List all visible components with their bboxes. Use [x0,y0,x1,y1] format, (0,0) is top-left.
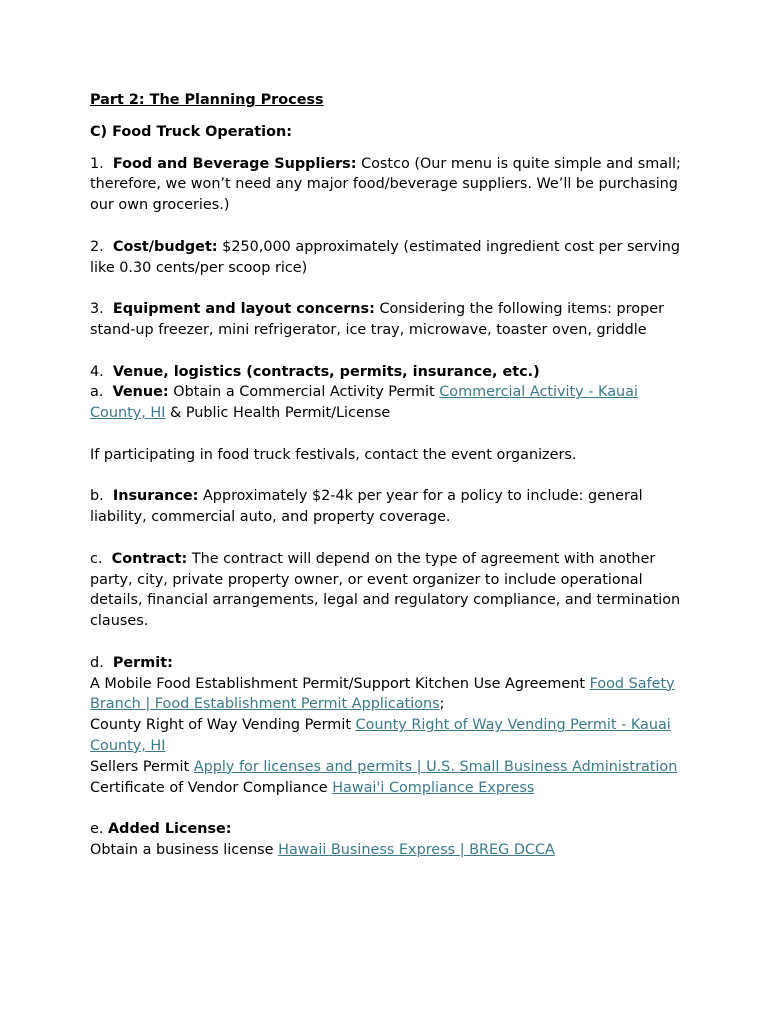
budget-text: $250,000 approximately (estimated ingredient cost per serving like 0.30 cents/per scoop rice) [90,238,681,276]
contract-paragraph: c. Contract: The contract will depend on the type of agreement with another party, city, private property owner, or event organizer to include operational details, financial arrangements, legal and regulatory compliance, and termination clauses. [90,550,681,630]
business-license: Obtain a business license Hawaii Business Express | BREG DCCA [90,841,555,858]
document-body [90,90,690,861]
budget-heading: Cost/budget: [112,238,218,255]
item-suppliers: 1. Food and Beverage Suppliers: Costco (Our menu is quite simple and small; therefore, we won’t need any major food/beverage suppliers. We’ll be purchasing our own groceries.) [90,155,681,214]
insurance-heading: Insurance: [112,488,199,505]
page-title: Part 2: The Planning Process [90,92,324,108]
suppliers-heading: Food and Beverage Suppliers: [112,155,357,172]
commercial-activity-link[interactable]: Commercial Activity - Kauai County, HI [90,384,638,422]
food-safety-branch-link[interactable]: Food Safety Branch | Food Establishment Permit Applications [90,675,675,713]
suppliers-text: Costco (Our menu is quite simple and small; therefore, we won’t need any major food/beverage suppliers. We’ll be purchasing our own groceries.) [90,155,681,214]
county-vending-link[interactable]: County Right of Way Vending Permit - Kauai County, HI [90,717,671,754]
item-venue-logistics: 4. Venue, logistics (contracts, permits, insurance, etc.) [90,363,540,380]
festivals-paragraph: If participating in food truck festivals, contact the event organizers. [90,446,577,463]
sellers-permit: Sellers Permit Apply for licenses and permits | U.S. Small Business Administration [90,758,678,775]
county-vending-permit: County Right of Way Vending Permit County Right of Way Vending Permit - Kauai County, HI [90,717,671,754]
hawaii-compliance-link[interactable]: Hawai'i Compliance Express [332,779,535,796]
license-heading-line: e. Added License: [90,821,232,838]
permit-heading: Permit: [112,654,173,671]
mobile-food-permit: A Mobile Food Establishment Permit/Support Kitchen Use Agreement Food Safety Branch | Food Establishment Permit Applications; [90,675,675,713]
item-budget: 2. Cost/budget: $250,000 approximately (estimated ingredient cost per serving like 0.30 cents/per scoop rice) [90,238,681,276]
item-equipment: 3. Equipment and layout concerns: Considering the following items: proper stand-up freezer, mini refrigerator, ice tray, microwave, toaster oven, griddle [90,301,664,338]
vendor-compliance: Certificate of Vendor Compliance Hawai'i Compliance Express [90,779,535,796]
equipment-heading: Equipment and layout concerns: [112,301,375,318]
equipment-text: Considering the following items: proper stand-up freezer, mini refrigerator, ice tray, microwave, toaster oven, griddle [90,301,664,338]
section-heading: C) Food Truck Operation: [90,123,292,140]
insurance-paragraph: b. Insurance: Approximately $2-4k per year for a policy to include: general liability, commercial auto, and property coverage. [90,488,643,526]
contract-heading: Contract: [111,550,188,567]
venue-logistics-heading: Venue, logistics (contracts, permits, insurance, etc.) [112,363,540,380]
sba-link[interactable]: Apply for licenses and permits | U.S. Small Business Administration [193,758,678,775]
permit-heading-line: d. Permit: [90,654,173,671]
license-heading: Added License: [108,821,232,838]
venue-paragraph: a. Venue: Obtain a Commercial Activity Permit Commercial Activity - Kauai County, HI & Public Health Permit/License [90,384,638,422]
hawaii-business-express-link[interactable]: Hawaii Business Express | BREG DCCA [278,841,555,858]
venue-heading: Venue: [112,384,169,401]
